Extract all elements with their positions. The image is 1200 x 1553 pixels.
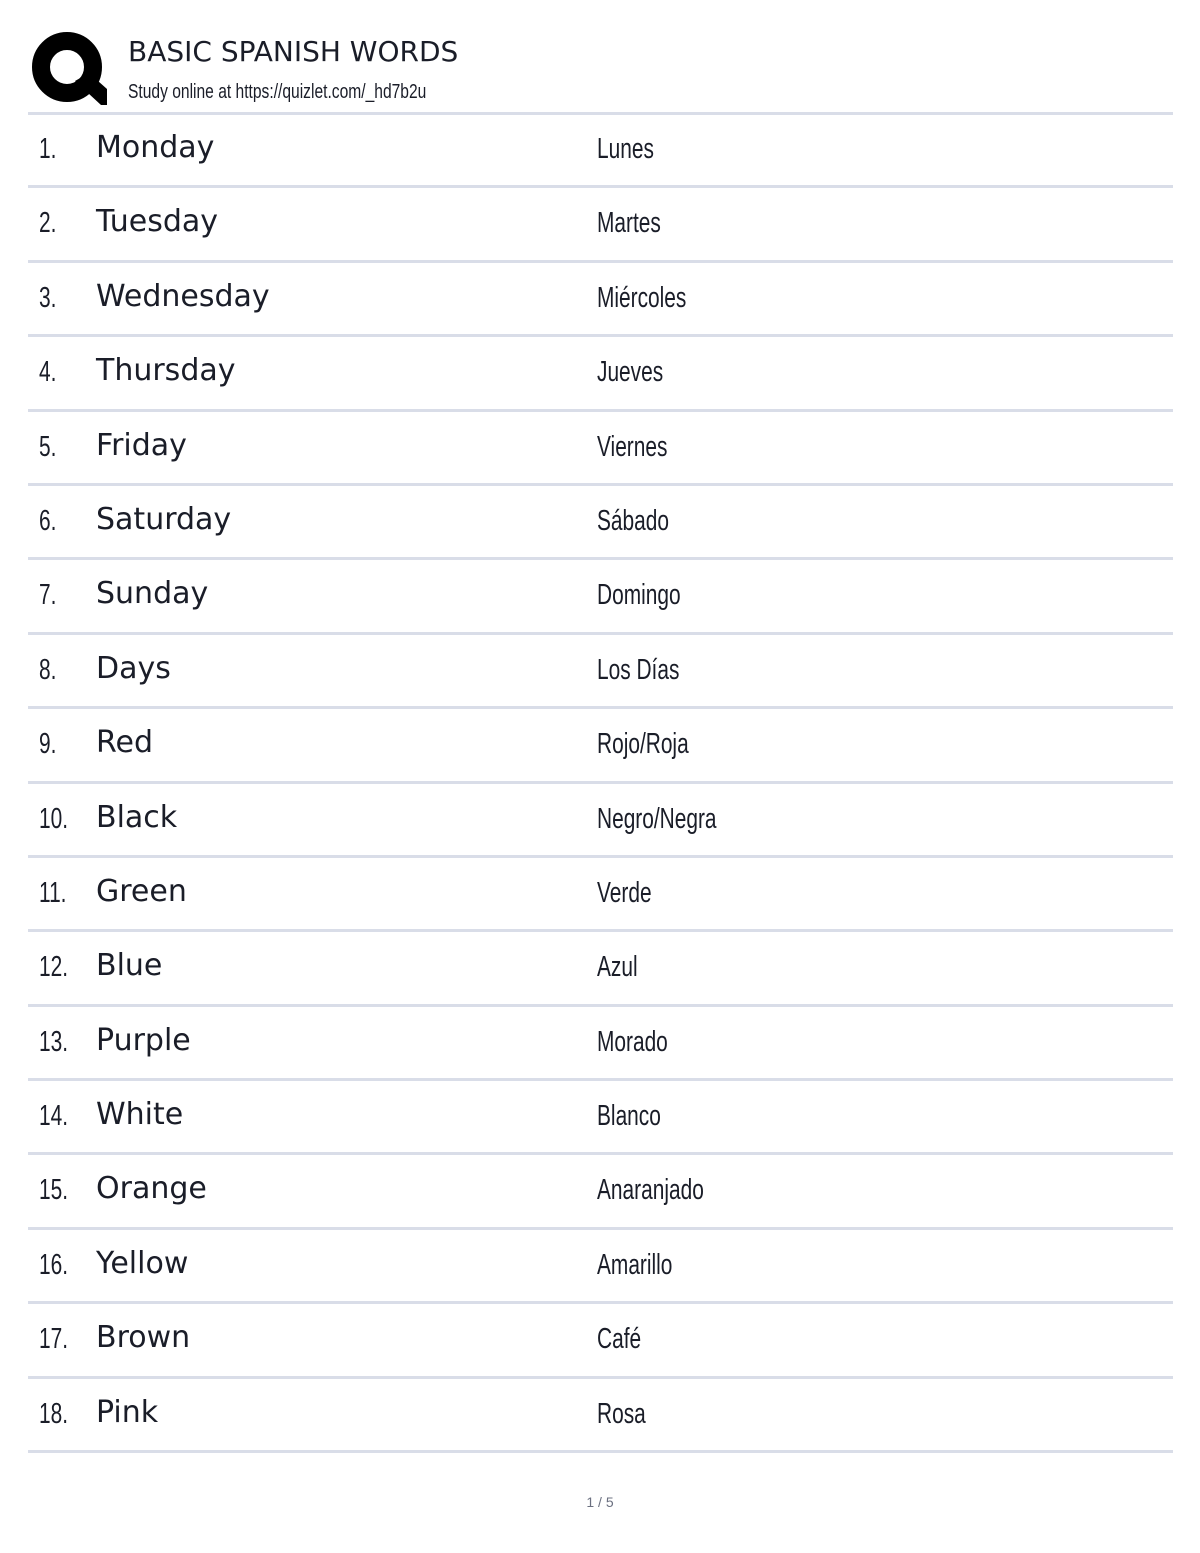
definition-text: Blanco (597, 1100, 661, 1133)
list-item (28, 188, 1173, 262)
list-item (28, 1230, 1173, 1304)
study-link[interactable]: Study online at https://quizlet.com/_hd7b2u (128, 81, 427, 103)
term-text: Tuesday (96, 204, 219, 240)
definition-text: Morado (597, 1025, 668, 1058)
definition-text: Rosa (597, 1397, 646, 1430)
term-text: Days (96, 650, 171, 686)
list-item (28, 114, 1173, 188)
definition-text: Martes (597, 207, 661, 240)
definition-text: Jueves (597, 356, 664, 389)
term-text: Pink (96, 1394, 159, 1430)
item-number: 2. (39, 207, 57, 240)
term-text: Brown (96, 1320, 191, 1356)
definition-text: Azul (597, 951, 638, 984)
list-item (28, 486, 1173, 560)
term-text: Thursday (96, 353, 236, 389)
item-number: 5. (39, 430, 57, 463)
item-number: 7. (39, 579, 57, 612)
term-text: Green (96, 873, 187, 909)
list-item (28, 1304, 1173, 1378)
item-number: 17. (39, 1323, 69, 1356)
definition-text: Lunes (597, 133, 654, 165)
list-item (28, 932, 1173, 1006)
page-number: 1 / 5 (586, 1494, 614, 1510)
list-item (28, 1155, 1173, 1229)
list-item (28, 1081, 1173, 1155)
item-number: 14. (39, 1100, 69, 1133)
definition-text: Verde (597, 876, 652, 909)
item-number: 10. (39, 802, 69, 835)
item-number: 12. (39, 951, 69, 984)
list-item (28, 635, 1173, 709)
document-header (0, 0, 1200, 112)
definition-text: Anaranjado (597, 1174, 704, 1207)
item-number: 11. (39, 876, 67, 909)
item-number: 6. (39, 504, 57, 537)
item-number: 1. (39, 133, 57, 165)
item-number: 13. (39, 1025, 69, 1058)
definition-text: Viernes (597, 430, 668, 463)
item-number: 4. (39, 356, 57, 389)
term-text: Purple (96, 1022, 191, 1058)
item-number: 3. (39, 281, 57, 314)
list-item (28, 784, 1173, 858)
list-item (28, 263, 1173, 337)
definition-text: Los Días (597, 653, 680, 686)
term-text: White (96, 1097, 184, 1133)
list-item (28, 337, 1173, 411)
list-item (28, 1007, 1173, 1081)
term-text: Blue (96, 948, 163, 984)
term-text: Yellow (96, 1245, 189, 1281)
definition-text: Amarillo (597, 1248, 673, 1281)
term-text: Red (96, 725, 153, 761)
list-item (28, 412, 1173, 486)
item-number: 18. (39, 1397, 69, 1430)
term-text: Sunday (96, 576, 209, 612)
term-text: Monday (96, 130, 215, 165)
list-item (28, 560, 1173, 634)
definition-text: Miércoles (597, 281, 687, 314)
term-text: Friday (96, 427, 187, 463)
list-item (28, 858, 1173, 932)
term-text: Wednesday (96, 278, 270, 314)
definition-text: Negro/Negra (597, 802, 717, 835)
item-number: 16. (39, 1248, 69, 1281)
definition-text: Domingo (597, 579, 681, 612)
definition-text: Sábado (597, 504, 669, 537)
term-text: Orange (96, 1171, 207, 1207)
list-item (28, 1379, 1173, 1453)
document-title: BASIC SPANISH WORDS (128, 35, 459, 68)
item-number: 15. (39, 1174, 69, 1207)
definition-text: Rojo/Roja (597, 728, 689, 761)
term-text: Black (96, 799, 178, 835)
list-item (28, 709, 1173, 783)
quizlet-logo-icon (31, 31, 107, 107)
definition-text: Café (597, 1323, 642, 1356)
item-number: 9. (39, 728, 57, 761)
flashcard-list (28, 114, 1173, 1453)
item-number: 8. (39, 653, 57, 686)
term-text: Saturday (96, 501, 232, 537)
